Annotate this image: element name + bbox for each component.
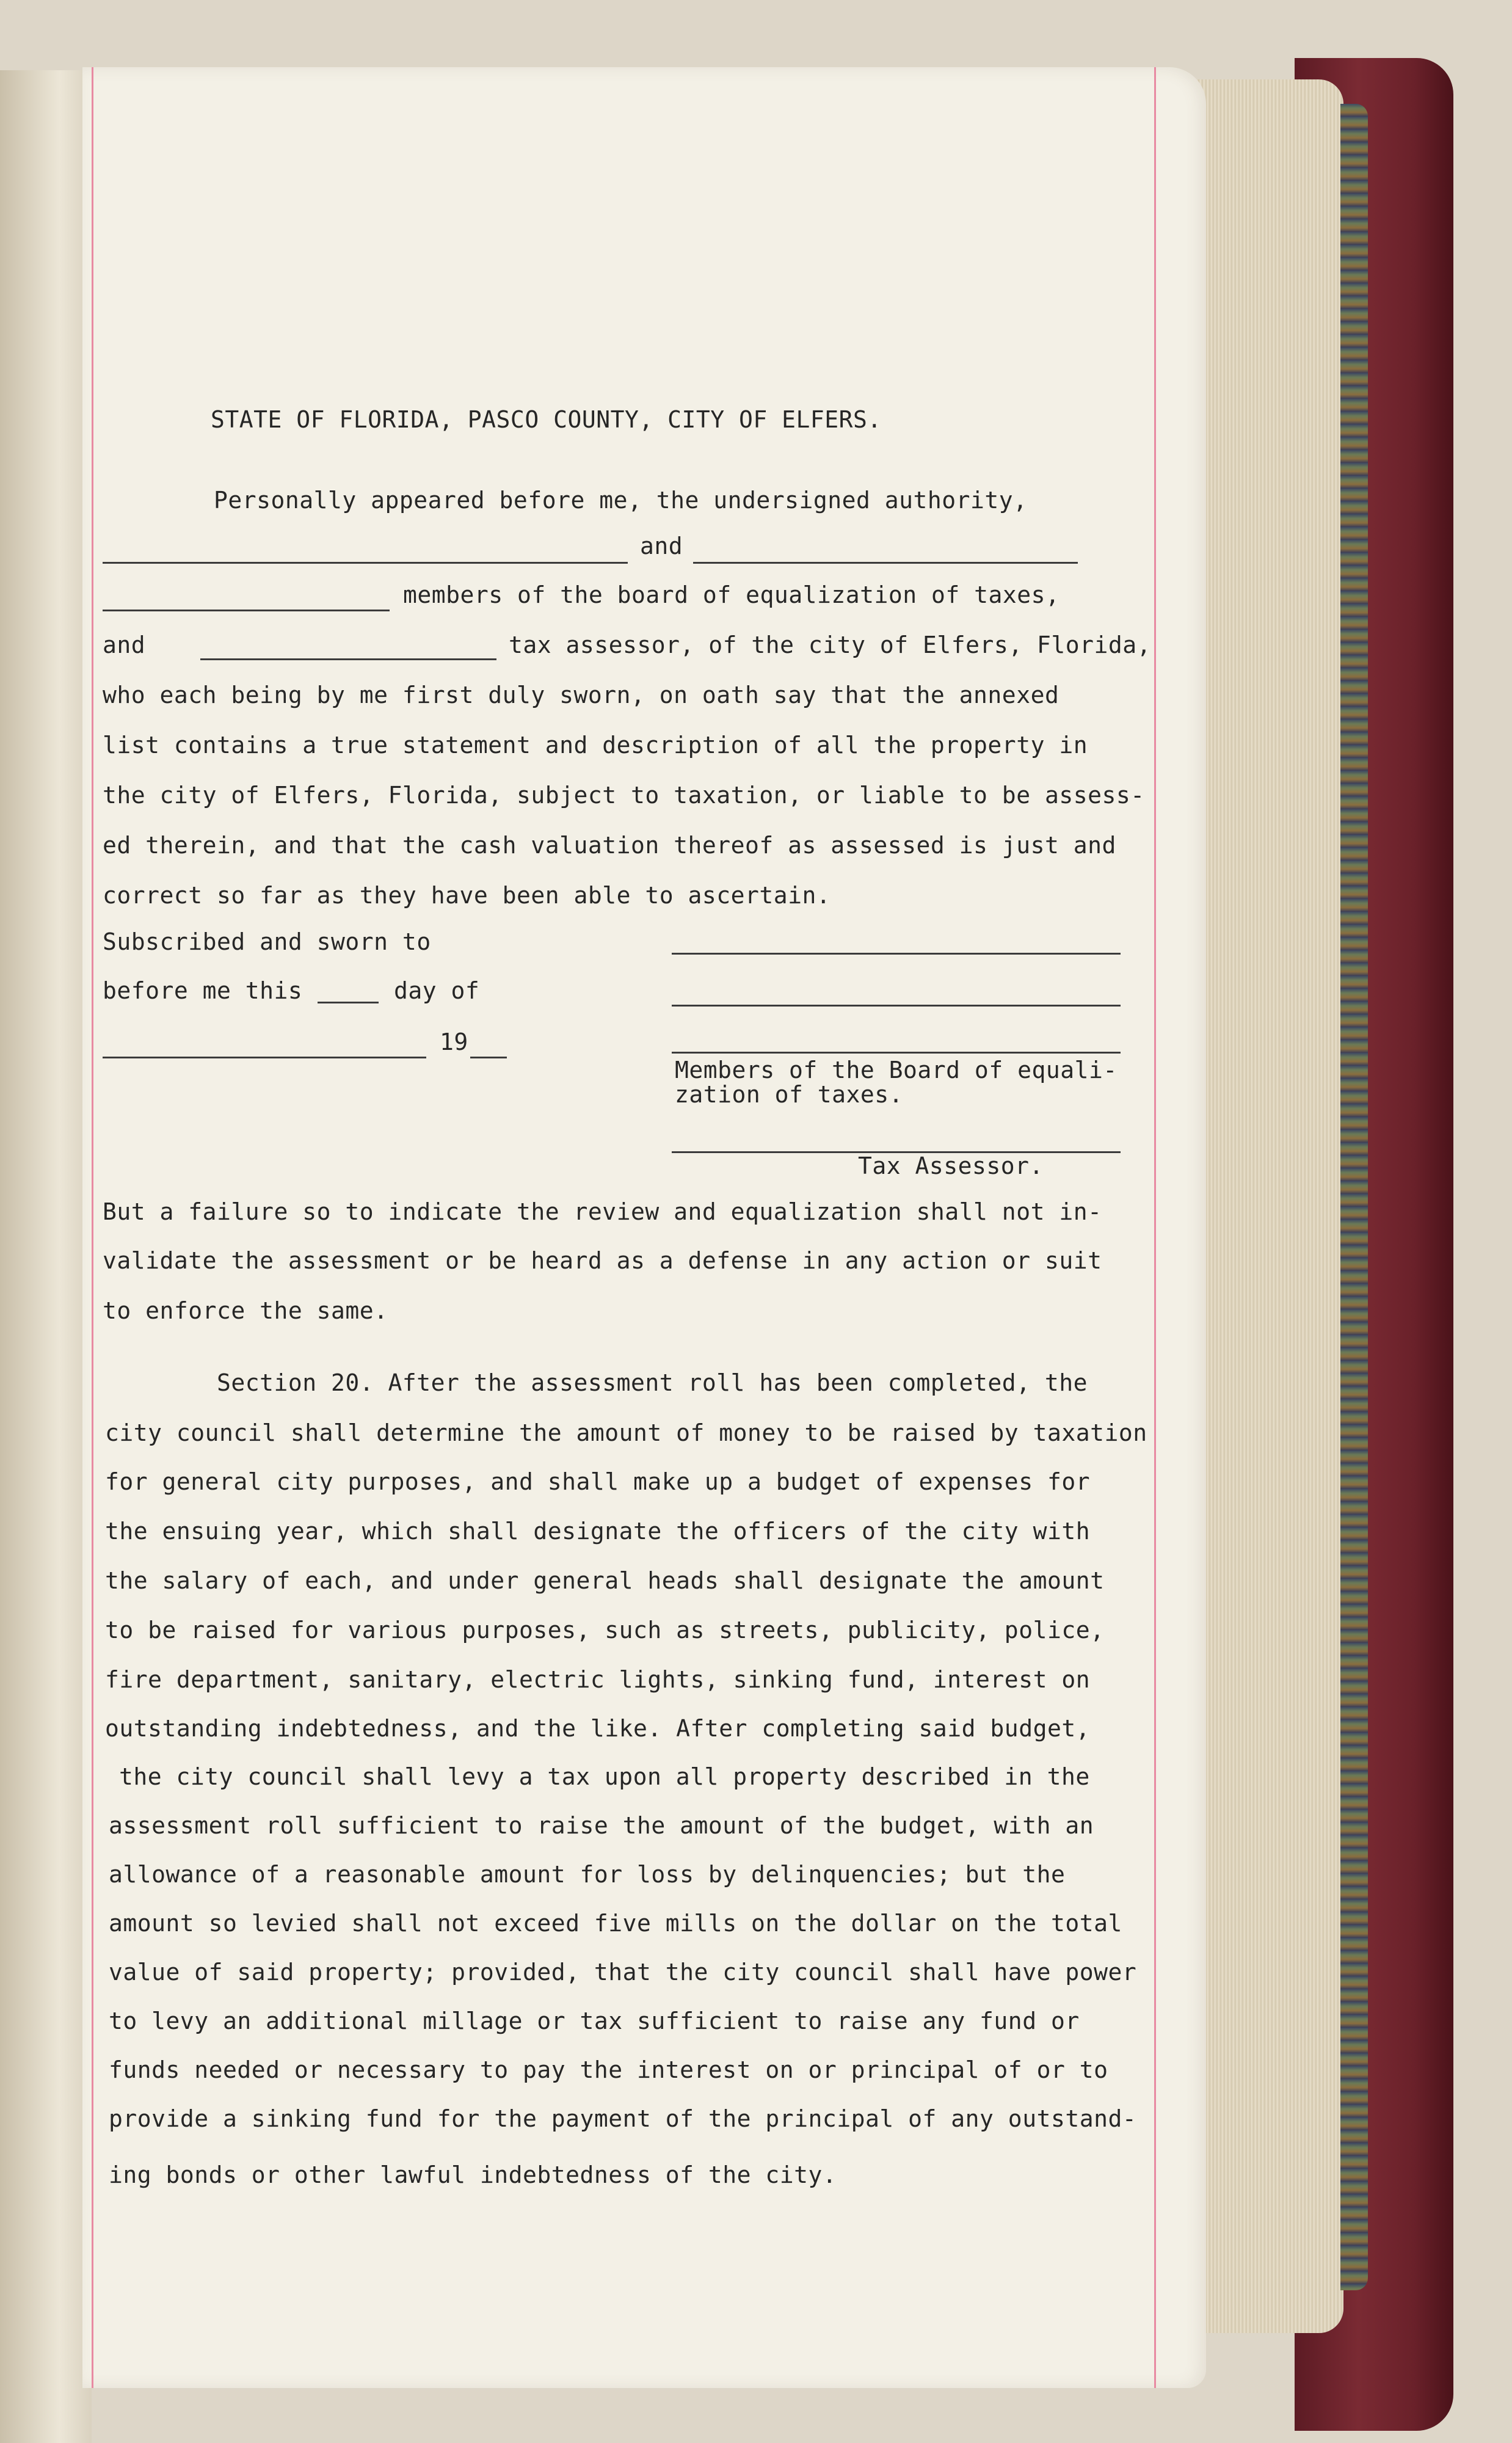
oath-line-7: the city of Elfers, Florida, subject to taxation, or liable to be assess- — [103, 782, 1145, 809]
before-me-text: before me this — [103, 977, 303, 1004]
members-signature-caption-2: zation of taxes. — [675, 1081, 904, 1108]
assessor-text: tax assessor, of the city of Elfers, Florida, — [509, 632, 1152, 658]
section20-line: value of said property; provided, that the city council shall have power — [109, 1959, 1137, 1986]
blank-member-1 — [103, 562, 628, 564]
section20-line: assessment roll sufficient to raise the amount of the budget, with an — [109, 1812, 1094, 1839]
members-signature-caption-1: Members of the Board of equali- — [675, 1057, 1118, 1083]
oath-line-9: correct so far as they have been able to ascertain. — [103, 882, 831, 909]
blank-month — [103, 1057, 426, 1058]
oath-line-5: who each being by me first duly sworn, on oath say that the annexed — [103, 682, 1059, 708]
signature-line-member-1 — [672, 953, 1121, 955]
section20-line: funds needed or necessary to pay the interest on or principal of or to — [109, 2056, 1108, 2083]
section20-line: to levy an additional millage or tax sufficient to raise any fund or — [109, 2008, 1080, 2034]
subscribed-text: Subscribed and sworn to — [103, 928, 431, 955]
document-heading: STATE OF FLORIDA, PASCO COUNTY, CITY OF ELFERS. — [211, 406, 882, 433]
section20-line: the salary of each, and under general heads shall designate the amount — [105, 1567, 1105, 1594]
failure-clause-line: to enforce the same. — [103, 1297, 388, 1324]
section20-line: Section 20. After the assessment roll has been completed, the — [217, 1369, 1088, 1396]
section20-line: fire department, sanitary, electric lights, sinking fund, interest on — [105, 1666, 1091, 1693]
day-of-text: day of — [394, 977, 480, 1004]
blank-assessor — [200, 658, 496, 660]
blank-day — [318, 1002, 379, 1003]
blank-member-3 — [103, 610, 390, 611]
section20-line: allowance of a reasonable amount for loss by delinquencies; but the — [109, 1861, 1066, 1888]
section20-line: outstanding indebtedness, and the like. After completing said budget, — [105, 1715, 1091, 1742]
section20-line: amount so levied shall not exceed five mills on the dollar on the total — [109, 1910, 1122, 1937]
failure-clause-line: validate the assessment or be heard as a defense in any action or suit — [103, 1247, 1102, 1274]
oath-line-6: list contains a true statement and description of all the property in — [103, 732, 1088, 759]
section20-line: the city council shall levy a tax upon all property described in the — [119, 1763, 1090, 1790]
section20-line: to be raised for various purposes, such as streets, publicity, police, — [105, 1617, 1105, 1644]
section20-line: the ensuing year, which shall designate the officers of the city with — [105, 1518, 1091, 1545]
failure-clause-line: But a failure so to indicate the review and equalization shall not in- — [103, 1198, 1102, 1225]
and-word-1: and — [640, 533, 683, 559]
year-prefix: 19 — [440, 1029, 468, 1055]
blank-year — [470, 1057, 507, 1058]
section20-line: city council shall determine the amount of money to be raised by taxation — [105, 1419, 1147, 1446]
assessor-signature-caption: Tax Assessor. — [858, 1152, 1044, 1179]
members-text: members of the board of equalization of taxes, — [403, 581, 1060, 608]
signature-line-member-3 — [672, 1052, 1121, 1054]
blank-member-2 — [693, 562, 1078, 564]
oath-line-1: Personally appeared before me, the undersigned authority, — [214, 487, 1028, 514]
signature-line-member-2 — [672, 1005, 1121, 1007]
oath-line-8: ed therein, and that the cash valuation thereof as assessed is just and — [103, 832, 1116, 859]
section20-line: ing bonds or other lawful indebtedness of the city. — [109, 2161, 837, 2188]
section20-line: provide a sinking fund for the payment of the principal of any outstand- — [109, 2105, 1137, 2132]
and-word-2: and — [103, 632, 146, 658]
section20-line: for general city purposes, and shall make up a budget of expenses for — [105, 1468, 1091, 1495]
